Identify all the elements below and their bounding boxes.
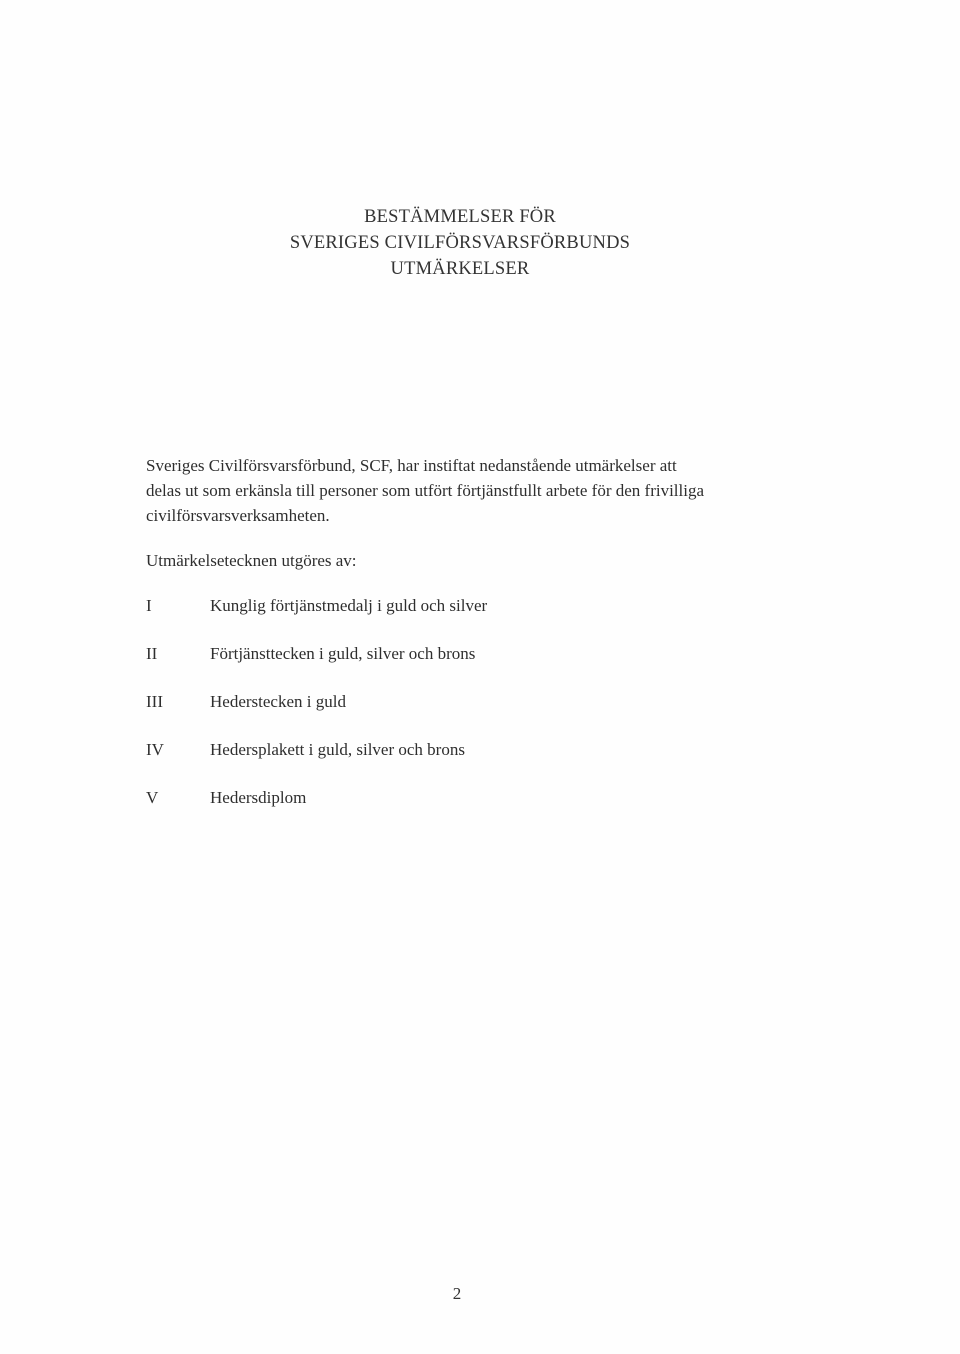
award-item	[146, 738, 846, 786]
intro-line: Sveriges Civilförsvarsförbund, SCF, har instiftat nedanstående utmärkelser att	[146, 456, 677, 475]
title-line: BESTÄMMELSER FÖR	[364, 207, 556, 227]
award-item	[146, 642, 846, 690]
award-item	[146, 690, 846, 738]
award-number: III	[146, 692, 163, 711]
intro-line: civilförsvarsverksamheten.	[146, 506, 330, 525]
intro-paragraph	[146, 453, 836, 528]
award-number: II	[146, 644, 158, 663]
awards-lead-text: Utmärkelsetecknen utgöres av:	[146, 551, 357, 570]
intro-line: delas ut som erkänsla till personer som utfört förtjänstfullt arbete för den frivilliga	[146, 481, 705, 500]
award-description: Förtjänsttecken i guld, silver och brons	[210, 644, 476, 663]
award-description: Hedersplakett i guld, silver och brons	[210, 740, 465, 759]
title-line: UTMÄRKELSER	[390, 259, 530, 279]
award-description: Hedersdiplom	[210, 788, 307, 807]
document-title	[180, 204, 740, 282]
award-number: V	[146, 788, 159, 807]
title-line: SVERIGES CIVILFÖRSVARSFÖRBUNDS	[289, 233, 631, 253]
award-description: Hederstecken i guld	[210, 692, 346, 711]
page-number: 2	[452, 1284, 462, 1303]
awards-list	[146, 594, 846, 834]
award-item	[146, 594, 846, 642]
award-item	[146, 786, 846, 834]
award-number: I	[146, 596, 152, 615]
award-number: IV	[146, 740, 164, 759]
award-description: Kunglig förtjänstmedalj i guld och silver	[210, 596, 488, 615]
